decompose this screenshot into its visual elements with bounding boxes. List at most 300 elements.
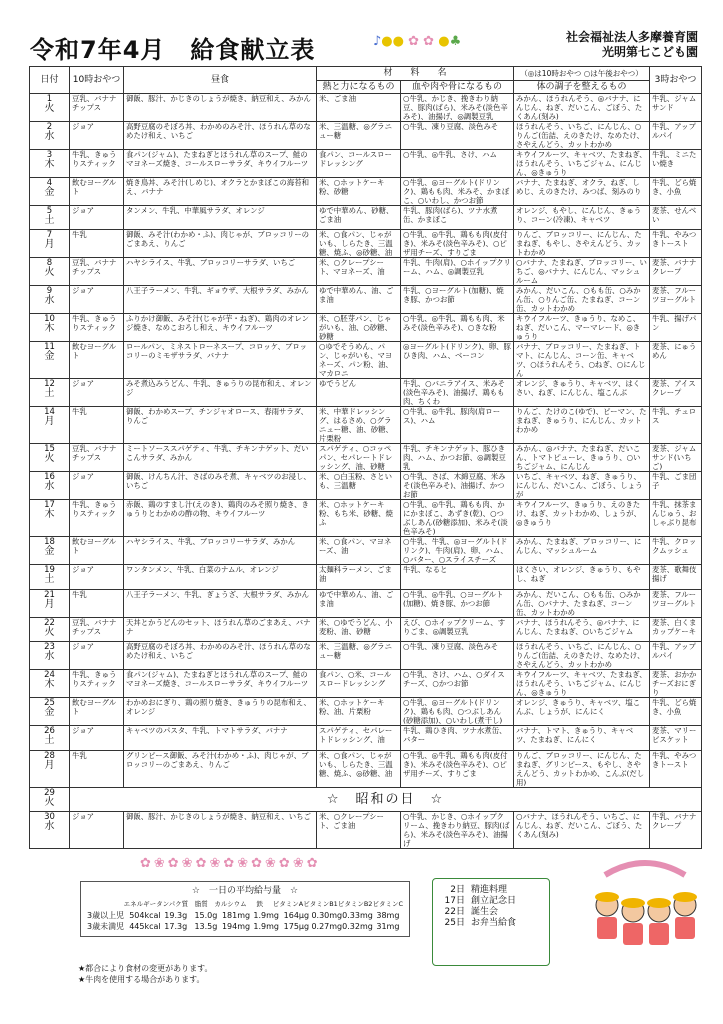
day-row xyxy=(30,537,702,565)
body-building-foods-cell: 牛乳、なると xyxy=(401,565,514,589)
day-row xyxy=(30,407,702,444)
date-cell xyxy=(30,150,70,178)
lunch-cell: 八王子ラーメン、牛乳、ギョウザ、大根サラダ、みかん xyxy=(124,286,317,314)
day-row xyxy=(30,258,702,286)
nutrition-value: 1.9mg xyxy=(253,911,279,920)
day-row xyxy=(30,500,702,537)
regulating-foods-cell: みかん、だいこん、○もも缶、○みかん缶、○バナナ、たまねぎ、コーン缶、カットわかめ xyxy=(514,589,650,617)
nutrition-value: 445kcal xyxy=(129,922,161,931)
date-cell xyxy=(30,787,70,811)
day-of-week: 木 xyxy=(44,509,55,521)
lunch-cell: ワンタンメン、牛乳、白菜のナムル、オレンジ xyxy=(124,565,317,589)
am-snack-cell: 牛乳 xyxy=(70,230,124,258)
body-building-foods-cell: ○牛乳、◎ヨーグルト(ドリンク)、鶏もも肉、○つぶしあん(砂糖添加)、○いわし(煮干し) xyxy=(401,698,514,726)
menu-body xyxy=(30,94,702,849)
energy-foods-cell: ゆでうどん xyxy=(317,379,401,407)
nutrition-value: 31mg xyxy=(376,922,400,931)
lunch-cell: 高野豆腐のそぼろ丼、わかめのみそ汁、ほうれん草のなめたけ和え、いちご xyxy=(124,642,317,670)
pm-snack-cell: 麦茶、バナナクレープ xyxy=(650,258,702,286)
header-group3: 体の調子を整えるもの xyxy=(514,81,650,94)
regulating-foods-cell: ○バナナ、たまねぎ、ブロッコリー、いちご、◎バナナ、にんじん、マッシュルーム xyxy=(514,258,650,286)
energy-foods-cell: 食パン、○米、コールスロードレッシング xyxy=(317,670,401,698)
date-number: 8 xyxy=(46,258,53,269)
body-building-foods-cell: 牛乳、鶏ひき肉、ツナ水煮缶、バター xyxy=(401,726,514,750)
pm-snack-cell: 牛乳、抹茶まんじゅう、おしゃぶり昆布 xyxy=(650,500,702,537)
day-row xyxy=(30,726,702,750)
pm-snack-cell: 牛乳、ごま団子 xyxy=(650,472,702,500)
nutrition-header: 脂質 xyxy=(194,900,208,908)
regulating-foods-cell: りんご、ブロッコリー、にんじん、たまねぎ、グリンピース、もやし、さやえんどう、カットわかめ、こんぶ(だし用) xyxy=(514,750,650,787)
day-row xyxy=(30,589,702,617)
lunch-cell: グリンピース御飯、みそ汁(わかめ・ふ)、肉じゃが、ブロッコリーのごまあえ、りんご xyxy=(124,750,317,787)
date-number: 26 xyxy=(44,726,55,737)
event-item xyxy=(441,907,541,918)
header-ingredients-note: （◎は10時おやつ ○は午後おやつ） xyxy=(514,67,650,81)
regulating-foods-cell: バナナ、トマト、きゅうり、キャベツ、たまねぎ、にんにく xyxy=(514,726,650,750)
day-of-week: 水 xyxy=(44,481,55,493)
nutrition-value: 38mg xyxy=(376,911,400,920)
date-cell xyxy=(30,379,70,407)
body-building-foods-cell: ○牛乳、凍り豆腐、淡色みそ xyxy=(401,642,514,670)
lunch-cell: 食パン(ジャム)、たまねぎとほうれん草のスープ、鮭のマヨネーズ焼き、コールスローサラダ、キウイフルーツ xyxy=(124,150,317,178)
day-row xyxy=(30,314,702,342)
am-snack-cell: 豆乳、バナナチップス xyxy=(70,444,124,472)
pm-snack-cell: 麦茶、ジャムサンド(いちご) xyxy=(650,444,702,472)
day-row xyxy=(30,698,702,726)
day-row xyxy=(30,286,702,314)
am-snack-cell: 豆乳、バナナチップス xyxy=(70,617,124,641)
date-cell xyxy=(30,617,70,641)
day-row xyxy=(30,811,702,848)
body-building-foods-cell: 牛乳、○ヨーグルト(加糖)、焼き豚、かつお節 xyxy=(401,286,514,314)
nutrition-header-blank xyxy=(87,899,124,910)
day-of-week: 月 xyxy=(44,759,55,771)
date-cell xyxy=(30,230,70,258)
regulating-foods-cell: いちご、キャベツ、ねぎ、きゅうり、にんじん、だいこん、ごぼう、しょうが xyxy=(514,472,650,500)
energy-foods-cell: 米、○クレープシート、ごま油 xyxy=(317,811,401,848)
nutrition-value: 15.0g xyxy=(194,911,218,920)
am-snack-cell: 牛乳 xyxy=(70,750,124,787)
org-line1: 社会福祉法人多摩養育園 xyxy=(565,30,698,44)
note-line: ★都合により食材の変更があります。 xyxy=(78,964,213,973)
regulating-foods-cell: ○バナナ、ほうれんそう、いちご、にんじん、ねぎ、だいこん、ごぼう、たくあん(刻み) xyxy=(514,811,650,848)
date-cell xyxy=(30,314,70,342)
header-pm-snack: 3時おやつ xyxy=(650,67,702,94)
notes xyxy=(78,963,213,985)
lunch-cell: 御飯、けんちん汁、さばのみそ煮、キャベツのお浸し、いちご xyxy=(124,472,317,500)
body-building-foods-cell: ○牛乳、◎牛乳、鶏もも肉(皮付き)、米みそ(淡色辛みそ)、○ピザ用チーズ、すりごま xyxy=(401,230,514,258)
pm-snack-cell: 麦茶、アイスクレープ xyxy=(650,379,702,407)
pm-snack-cell: 麦茶、マリービスケット xyxy=(650,726,702,750)
header-group2: 血や肉や骨になるもの xyxy=(401,81,514,94)
nutrition-value: 0.27mg xyxy=(311,922,343,931)
regulating-foods-cell: りんご、ブロッコリー、にんじん、たまねぎ、もやし、さやえんどう、カットわかめ xyxy=(514,230,650,258)
date-cell xyxy=(30,811,70,848)
day-of-week: 月 xyxy=(44,598,55,610)
lunch-cell: ロールパン、ミネストローネスープ、コロッケ、ブロッコリーのミモザサラダ、バナナ xyxy=(124,342,317,379)
lunch-cell: 御飯、わかめスープ、チンジャオロース、春雨サラダ、りんご xyxy=(124,407,317,444)
nutrition-header: ビタミンC xyxy=(372,900,403,908)
nutrition-title: ☆ 一日の平均給与量 ☆ xyxy=(191,886,299,896)
regulating-foods-cell: みかん、ほうれんそう、◎バナナ、にんじん、ねぎ、だいこん、ごぼう、たくあん(刻み) xyxy=(514,94,650,122)
header-date: 日付 xyxy=(30,67,70,94)
day-row xyxy=(30,617,702,641)
pm-snack-cell: 麦茶、おかかチーズおにぎり xyxy=(650,670,702,698)
day-row xyxy=(30,342,702,379)
event-item xyxy=(441,896,541,907)
date-number: 21 xyxy=(44,589,55,600)
lunch-cell: ハヤシライス、牛乳、ブロッコリーサラダ、みかん xyxy=(124,537,317,565)
date-number: 22 xyxy=(44,617,55,628)
event-day: 2日 xyxy=(450,885,465,895)
nutrition-value: 181mg xyxy=(221,911,251,920)
day-of-week: 金 xyxy=(44,707,55,719)
lunch-cell: ハヤシライス、牛乳、ブロッコリーサラダ、いちご xyxy=(124,258,317,286)
am-snack-cell: 牛乳、きゅうりスティック xyxy=(70,670,124,698)
regulating-foods-cell: みかん、たまねぎ、ブロッコリー、にんじん、マッシュルーム xyxy=(514,537,650,565)
nutrition-value: 1.9mg xyxy=(253,922,279,931)
day-of-week: 木 xyxy=(44,159,55,170)
day-row xyxy=(30,230,702,258)
energy-foods-cell: 米、○食パン、マヨネーズ、油 xyxy=(317,537,401,565)
lunch-cell: 焼き鳥丼、みそ汁(しめじ)、オクラとかまぼこの海苔和え、バナナ xyxy=(124,178,317,206)
day-of-week: 木 xyxy=(44,679,55,691)
body-building-foods-cell: 牛乳、豚肉(ばら)、ツナ水煮缶、かまぼこ xyxy=(401,206,514,230)
pm-snack-cell: 麦茶、せんべい xyxy=(650,206,702,230)
am-snack-cell: 豆乳、バナナチップス xyxy=(70,94,124,122)
body-building-foods-cell: ○牛乳、さば、木綿豆腐、米みそ(淡色辛みそ)、油揚げ、かつお節 xyxy=(401,472,514,500)
pm-snack-cell: 牛乳、やみつきトースト xyxy=(650,230,702,258)
day-row xyxy=(30,94,702,122)
nutrition-value: 0.33mg xyxy=(342,911,373,920)
date-number: 15 xyxy=(44,444,55,455)
nutrition-value: 19.3g xyxy=(164,911,188,920)
nutrition-row-label: 3歳未満児 xyxy=(87,922,125,931)
am-snack-cell: 飲むヨーグルト xyxy=(70,537,124,565)
pm-snack-cell: 牛乳、揚げパン xyxy=(650,314,702,342)
nutrition-value: 13.5g xyxy=(194,922,218,931)
pm-snack-cell: 麦茶、フルーツヨーグルト xyxy=(650,589,702,617)
energy-foods-cell: ○ゆでそうめん、パン、じゃがいも、マヨネーズ、パン粉、油、マカロニ xyxy=(317,342,401,379)
date-number: 24 xyxy=(44,670,55,681)
nutrition-row xyxy=(87,921,403,932)
regulating-foods-cell: オレンジ、もやし、にんじん、きゅうり、コーン(冷凍)、キャベツ xyxy=(514,206,650,230)
day-row xyxy=(30,178,702,206)
body-building-foods-cell: ○牛乳、◎牛乳、鶏もも肉、米みそ(淡色辛みそ)、○きな粉 xyxy=(401,314,514,342)
energy-foods-cell: 米、○ゆでうどん、小麦粉、油、砂糖 xyxy=(317,617,401,641)
organization-name xyxy=(566,30,698,60)
pm-snack-cell: 牛乳、どら焼き、小魚 xyxy=(650,698,702,726)
date-cell xyxy=(30,178,70,206)
chick-decoration: ♪●● ✿ ✿ ●♣ xyxy=(373,34,462,49)
lunch-cell: 御飯、豚汁、かじきのしょうが焼き、納豆和え、みかん xyxy=(124,94,317,122)
date-cell xyxy=(30,472,70,500)
regulating-foods-cell: バナナ、たまねぎ、オクラ、ねぎ、しめじ、えのきたけ、みつば、刻みのり xyxy=(514,178,650,206)
regulating-foods-cell: みかん、だいこん、○もも缶、○みかん缶、○りんご缶、たまねぎ、コーン缶、カットわかめ xyxy=(514,286,650,314)
day-of-week: 月 xyxy=(44,416,55,428)
body-building-foods-cell: ○牛乳、かじき、挽きわり納豆、豚肉(ばら)、米みそ(淡色辛みそ)、油揚げ、◎調製豆乳 xyxy=(401,94,514,122)
body-building-foods-cell: 牛乳、チキンナゲット、豚ひき肉、ハム、かつお節、◎調製豆乳 xyxy=(401,444,514,472)
nutrition-header: カルシウム xyxy=(214,900,247,908)
body-building-foods-cell: 牛乳、牛肉(肩)、○ホイップクリーム、ハム、◎調製豆乳 xyxy=(401,258,514,286)
org-line2: 光明第七こども園 xyxy=(601,45,698,59)
date-cell xyxy=(30,407,70,444)
pm-snack-cell: 牛乳、アップルパイ xyxy=(650,122,702,150)
nutrition-row-label: 3歳以上児 xyxy=(87,911,125,920)
nutrition-value: 504kcal xyxy=(129,911,161,920)
energy-foods-cell: 米、三温糖、◎グラニュー糖 xyxy=(317,122,401,150)
pm-snack-cell: 牛乳、バナナクレープ xyxy=(650,811,702,848)
nutrition-header: ビタミンB2 xyxy=(337,900,373,908)
regulating-foods-cell: りんご、たけのこ(ゆで)、ピーマン、たまねぎ、きゅうり、にんじん、カットわかめ xyxy=(514,407,650,444)
event-day: 22日 xyxy=(444,907,465,917)
day-row xyxy=(30,642,702,670)
lunch-cell: 高野豆腐のそぼろ丼、わかめのみそ汁、ほうれん草のなめたけ和え、いちご xyxy=(124,122,317,150)
body-building-foods-cell: ○牛乳、◎ヨーグルト(ドリンク)、鶏もも肉、米みそ、かまぼこ、○いわし、かつお節 xyxy=(401,178,514,206)
day-row xyxy=(30,670,702,698)
date-number: 7 xyxy=(46,230,53,241)
day-of-week: 土 xyxy=(44,574,55,586)
regulating-foods-cell: オレンジ、きゅうり、キャベツ、はくさい、ねぎ、にんじん、塩こんぶ xyxy=(514,379,650,407)
date-cell xyxy=(30,642,70,670)
pm-snack-cell: 麦茶、にゅうめん xyxy=(650,342,702,379)
footer-section xyxy=(0,848,723,1024)
day-of-week: 土 xyxy=(44,735,55,747)
body-building-foods-cell: 牛乳、○バニラアイス、米みそ(淡色辛みそ)、油揚げ、鶏もも肉、ちくわ xyxy=(401,379,514,407)
energy-foods-cell: 米、三温糖、◎グラニュー糖 xyxy=(317,642,401,670)
date-number: 29 xyxy=(44,787,55,798)
date-number: 19 xyxy=(44,565,55,576)
event-day: 25日 xyxy=(444,918,465,928)
page-title: 令和7年4月 給食献立表 xyxy=(30,36,316,64)
day-of-week: 金 xyxy=(44,546,55,558)
am-snack-cell: ジョア xyxy=(70,642,124,670)
regulating-foods-cell: バナナ、ほうれんそう、◎バナナ、にんじん、たまねぎ、○いちごジャム xyxy=(514,617,650,641)
energy-foods-cell: ゆで中華めん、砂糖、ごま油 xyxy=(317,206,401,230)
lunch-cell: みそ煮込みうどん、牛乳、きゅうりの昆布和え、オレンジ xyxy=(124,379,317,407)
flower-decoration: ✿❀✿❀✿❀✿❀✿❀✿❀✿ xyxy=(140,856,321,871)
event-name: 創立記念日 xyxy=(471,896,517,906)
day-of-week: 金 xyxy=(44,351,55,363)
nutrition-header: ビタミンB1 xyxy=(303,900,338,908)
note-line: ★牛肉を使用する場合があります。 xyxy=(78,975,205,984)
pm-snack-cell: 牛乳、ジャムサンド xyxy=(650,94,702,122)
body-building-foods-cell: ○牛乳、◎牛乳、鶏もも肉(皮付き)、米みそ(淡色辛みそ)、○ピザ用チーズ、すりごま xyxy=(401,750,514,787)
body-building-foods-cell: ○牛乳、凍り豆腐、淡色みそ xyxy=(401,122,514,150)
date-number: 2 xyxy=(46,122,53,132)
day-of-week: 水 xyxy=(44,651,55,663)
energy-foods-cell: 米、ごま油 xyxy=(317,94,401,122)
regulating-foods-cell: みかん、◎バナナ、たまねぎ、だいこん、トマトピューレ、きゅうり、○いちごジャム、にんじん xyxy=(514,444,650,472)
day-of-week: 火 xyxy=(44,796,55,808)
energy-foods-cell: 米、○白玉粉、さといも、三温糖 xyxy=(317,472,401,500)
day-of-week: 土 xyxy=(44,215,55,226)
nutrition-value: 164μg xyxy=(283,911,310,920)
children-illustration xyxy=(585,853,705,963)
date-number: 9 xyxy=(46,286,53,297)
am-snack-cell: 牛乳、きゅうりスティック xyxy=(70,500,124,537)
regulating-foods-cell: ほうれんそう、いちご、にんじん、○りんご(缶詰、えのきたけ、なめたけ、さやえんどう、カットわかめ xyxy=(514,122,650,150)
lunch-cell: ふりかけ御飯、みそ汁(じゃが芋・ねぎ)、鶏肉のオレンジ焼き、なめこおろし和え、キウイフルーツ xyxy=(124,314,317,342)
date-cell xyxy=(30,698,70,726)
lunch-cell: キャベツのパスタ、牛乳、トマトサラダ、バナナ xyxy=(124,726,317,750)
am-snack-cell: 牛乳 xyxy=(70,407,124,444)
body-building-foods-cell: ○牛乳、◎牛乳、さけ、ハム xyxy=(401,150,514,178)
day-row xyxy=(30,206,702,230)
date-cell xyxy=(30,286,70,314)
date-number: 14 xyxy=(44,407,55,418)
date-cell xyxy=(30,726,70,750)
am-snack-cell: 飲むヨーグルト xyxy=(70,698,124,726)
nutrition-value: 17.3g xyxy=(164,922,188,931)
regulating-foods-cell: バナナ、ブロッコリー、たまねぎ、トマト、にんじん、コーン缶、キャベツ、○ほうれんそう、○ねぎ、○にんじん xyxy=(514,342,650,379)
event-item xyxy=(441,885,541,896)
am-snack-cell: 牛乳、きゅうりスティック xyxy=(70,150,124,178)
date-number: 23 xyxy=(44,642,55,653)
body-building-foods-cell: ○牛乳、かじき、○ホイップクリーム、挽きわり納豆、豚肉(ばら)、米みそ(淡色辛みそ)、油揚げ xyxy=(401,811,514,848)
pm-snack-cell: 牛乳、クロックムッシュ xyxy=(650,537,702,565)
page-header xyxy=(28,30,698,68)
date-cell xyxy=(30,258,70,286)
date-cell xyxy=(30,750,70,787)
energy-foods-cell: 米、中華ドレッシング、はるさめ、○グラニュー糖、油、砂糖、片栗粉 xyxy=(317,407,401,444)
nutrition-header: タンパク質 xyxy=(156,900,189,908)
am-snack-cell: ジョア xyxy=(70,286,124,314)
day-row xyxy=(30,565,702,589)
day-row xyxy=(30,787,702,811)
day-of-week: 火 xyxy=(44,626,55,638)
lunch-cell: 天丼とかうどんのセット、ほうれん草のごまあえ、バナナ xyxy=(124,617,317,641)
date-cell xyxy=(30,670,70,698)
energy-foods-cell: ゆで中華めん、油、ごま油 xyxy=(317,589,401,617)
pm-snack-cell: 麦茶、フルーツヨーグルト xyxy=(650,286,702,314)
pm-snack-cell: 牛乳、チュロス xyxy=(650,407,702,444)
date-cell xyxy=(30,500,70,537)
am-snack-cell: ジョア xyxy=(70,565,124,589)
energy-foods-cell: 米、○ホットケーキ粉、油、片栗粉 xyxy=(317,698,401,726)
date-number: 1 xyxy=(46,94,53,104)
nutrition-header: エネルギー xyxy=(123,900,157,908)
am-snack-cell: ジョア xyxy=(70,206,124,230)
body-building-foods-cell: えび、○ホイップクリーム、すりごま、◎調製豆乳 xyxy=(401,617,514,641)
am-snack-cell: 牛乳 xyxy=(70,589,124,617)
lunch-cell: わかめおにぎり、鶏の照り焼き、きゅうりの昆布和え、オレンジ xyxy=(124,698,317,726)
day-row xyxy=(30,444,702,472)
date-number: 3 xyxy=(46,150,53,160)
pm-snack-cell: 麦茶、白くまカップケーキ xyxy=(650,617,702,641)
am-snack-cell: 豆乳、バナナチップス xyxy=(70,258,124,286)
nutrition-value: 0.32mg xyxy=(342,922,373,931)
date-number: 25 xyxy=(44,698,55,709)
nutrition-value: 175μg xyxy=(283,922,310,931)
lunch-cell: 御飯、豚汁、かじきのしょうが焼き、納豆和え、いちご xyxy=(124,811,317,848)
energy-foods-cell: 米、○胚芽パン、じゃがいも、油、○砂糖、砂糖 xyxy=(317,314,401,342)
header-am-snack: 10時おやつ xyxy=(70,67,124,94)
nutrition-rows xyxy=(87,910,403,932)
nutrition-header: 鉄 xyxy=(256,900,263,908)
am-snack-cell: 牛乳、きゅうりスティック xyxy=(70,314,124,342)
lunch-cell: タンメン、牛乳、中華風サラダ、オレンジ xyxy=(124,206,317,230)
regulating-foods-cell: キウイフルーツ、キャベツ、たまねぎ、ほうれんそう、いちごジャム、にんじん、◎きゅうり xyxy=(514,670,650,698)
regulating-foods-cell: オレンジ、きゅうり、キャベツ、塩こんぶ、しょうが、にんにく xyxy=(514,698,650,726)
date-cell xyxy=(30,565,70,589)
regulating-foods-cell: キウイフルーツ、きゅうり、なめこ、ねぎ、だいこん、マーマレード、◎きゅうり xyxy=(514,314,650,342)
day-row xyxy=(30,379,702,407)
nutrition-value: 0.30mg xyxy=(311,911,343,920)
event-day: 17日 xyxy=(444,896,465,906)
nutrition-header: ビタミンA xyxy=(272,900,304,908)
lunch-cell: 赤飯、鶏のすまし汁(えのき)、鶏肉のみそ照り焼き、きゅうりとわかめの酢の物、キウイフルーツ xyxy=(124,500,317,537)
pm-snack-cell: 牛乳、アップルパイ xyxy=(650,642,702,670)
energy-foods-cell: 米、○ホットケーキ粉、もち米、砂糖、焼ふ xyxy=(317,500,401,537)
energy-foods-cell: 米、○食パン、じゃがいも、しらたき、三温糖、焼ふ、◎砂糖、油 xyxy=(317,750,401,787)
am-snack-cell: ジョア xyxy=(70,811,124,848)
pm-snack-cell: 牛乳、ミニたい焼き xyxy=(650,150,702,178)
header-ingredients xyxy=(317,67,514,81)
regulating-foods-cell: キウイフルーツ、キャベツ、たまねぎ、ほうれんそう、いちごジャム、にんじん、◎きゅうり xyxy=(514,150,650,178)
day-of-week: 金 xyxy=(44,187,55,198)
regulating-foods-cell: はくさい、オレンジ、きゅうり、もやし、ねぎ xyxy=(514,565,650,589)
date-number: 16 xyxy=(44,472,55,483)
body-building-foods-cell: ○牛乳、◎牛乳、○ヨーグルト(加糖)、焼き豚、かつお節 xyxy=(401,589,514,617)
energy-foods-cell: 米、○食パン、じゃがいも、しらたき、三温糖、焼ふ、◎砂糖、油 xyxy=(317,230,401,258)
date-number: 11 xyxy=(44,342,55,353)
day-of-week: 水 xyxy=(44,820,55,832)
pm-snack-cell: 麦茶、歌舞伎揚げ xyxy=(650,565,702,589)
menu-table xyxy=(29,66,702,849)
date-number: 17 xyxy=(44,500,55,511)
am-snack-cell: 飲むヨーグルト xyxy=(70,178,124,206)
energy-foods-cell: スパゲティ、セパレートドレッシング、油 xyxy=(317,726,401,750)
date-number: 12 xyxy=(44,379,55,390)
am-snack-cell: ジョア xyxy=(70,726,124,750)
energy-foods-cell: 米、○ホットケーキ粉、砂糖 xyxy=(317,178,401,206)
date-number: 5 xyxy=(46,206,53,216)
am-snack-cell: ジョア xyxy=(70,122,124,150)
lunch-cell: 食パン(ジャム)、たまねぎとほうれん草のスープ、鮭のマヨネーズ焼き、コールスローサラダ、キウイフルーツ xyxy=(124,670,317,698)
body-building-foods-cell: ○牛乳、さけ、ハム、○ダイスチーズ、○かつお節 xyxy=(401,670,514,698)
nutrition-value: 194mg xyxy=(221,922,251,931)
date-number: 10 xyxy=(44,314,55,325)
body-building-foods-cell: ○牛乳、◎牛乳、豚肉(肩ロース)、ハム xyxy=(401,407,514,444)
day-of-week: 火 xyxy=(44,267,55,279)
lunch-cell: 御飯、みそ汁(わかめ・ふ)、肉じゃが、ブロッコリーのごまあえ、りんご xyxy=(124,230,317,258)
ingredients-label: 材 料 名 xyxy=(383,68,447,78)
day-row xyxy=(30,150,702,178)
energy-foods-cell: 太麺科ラーメン、ごま油 xyxy=(317,565,401,589)
body-building-foods-cell: ◎ヨーグルト(ドリンク)、卵、豚ひき肉、ハム、ベーコン xyxy=(401,342,514,379)
children-image xyxy=(585,853,705,963)
regulating-foods-cell: ほうれんそう、いちご、にんじん、○りんご(缶詰、えのきたけ、なめたけ、さやえんどう、カットわかめ xyxy=(514,642,650,670)
date-cell xyxy=(30,94,70,122)
energy-foods-cell: 米、○クレープシート、マヨネーズ、油 xyxy=(317,258,401,286)
day-of-week: 土 xyxy=(44,388,55,400)
event-item xyxy=(441,918,541,929)
body-building-foods-cell: ○牛乳、◎牛乳、鶏もも肉、かにかまぼこ、あずき(乾)、○つぶしあん(砂糖添加)、米みそ(淡色辛みそ) xyxy=(401,500,514,537)
date-number: 28 xyxy=(44,750,55,761)
date-number: 30 xyxy=(44,811,55,822)
regulating-foods-cell: キウイフルーツ、きゅうり、えのきたけ、ねぎ、カットわかめ、しょうが、◎きゅうり xyxy=(514,500,650,537)
am-snack-cell: 飲むヨーグルト xyxy=(70,342,124,379)
date-cell xyxy=(30,206,70,230)
am-snack-cell: ジョア xyxy=(70,379,124,407)
day-of-week: 月 xyxy=(44,239,55,251)
energy-foods-cell: スパゲティ、○コッペパン、セパレートドレッシング、油、砂糖 xyxy=(317,444,401,472)
am-snack-cell: ジョア xyxy=(70,472,124,500)
header-group1: 熱と力になるもの xyxy=(317,81,401,94)
day-row xyxy=(30,472,702,500)
day-of-week: 火 xyxy=(44,103,55,114)
